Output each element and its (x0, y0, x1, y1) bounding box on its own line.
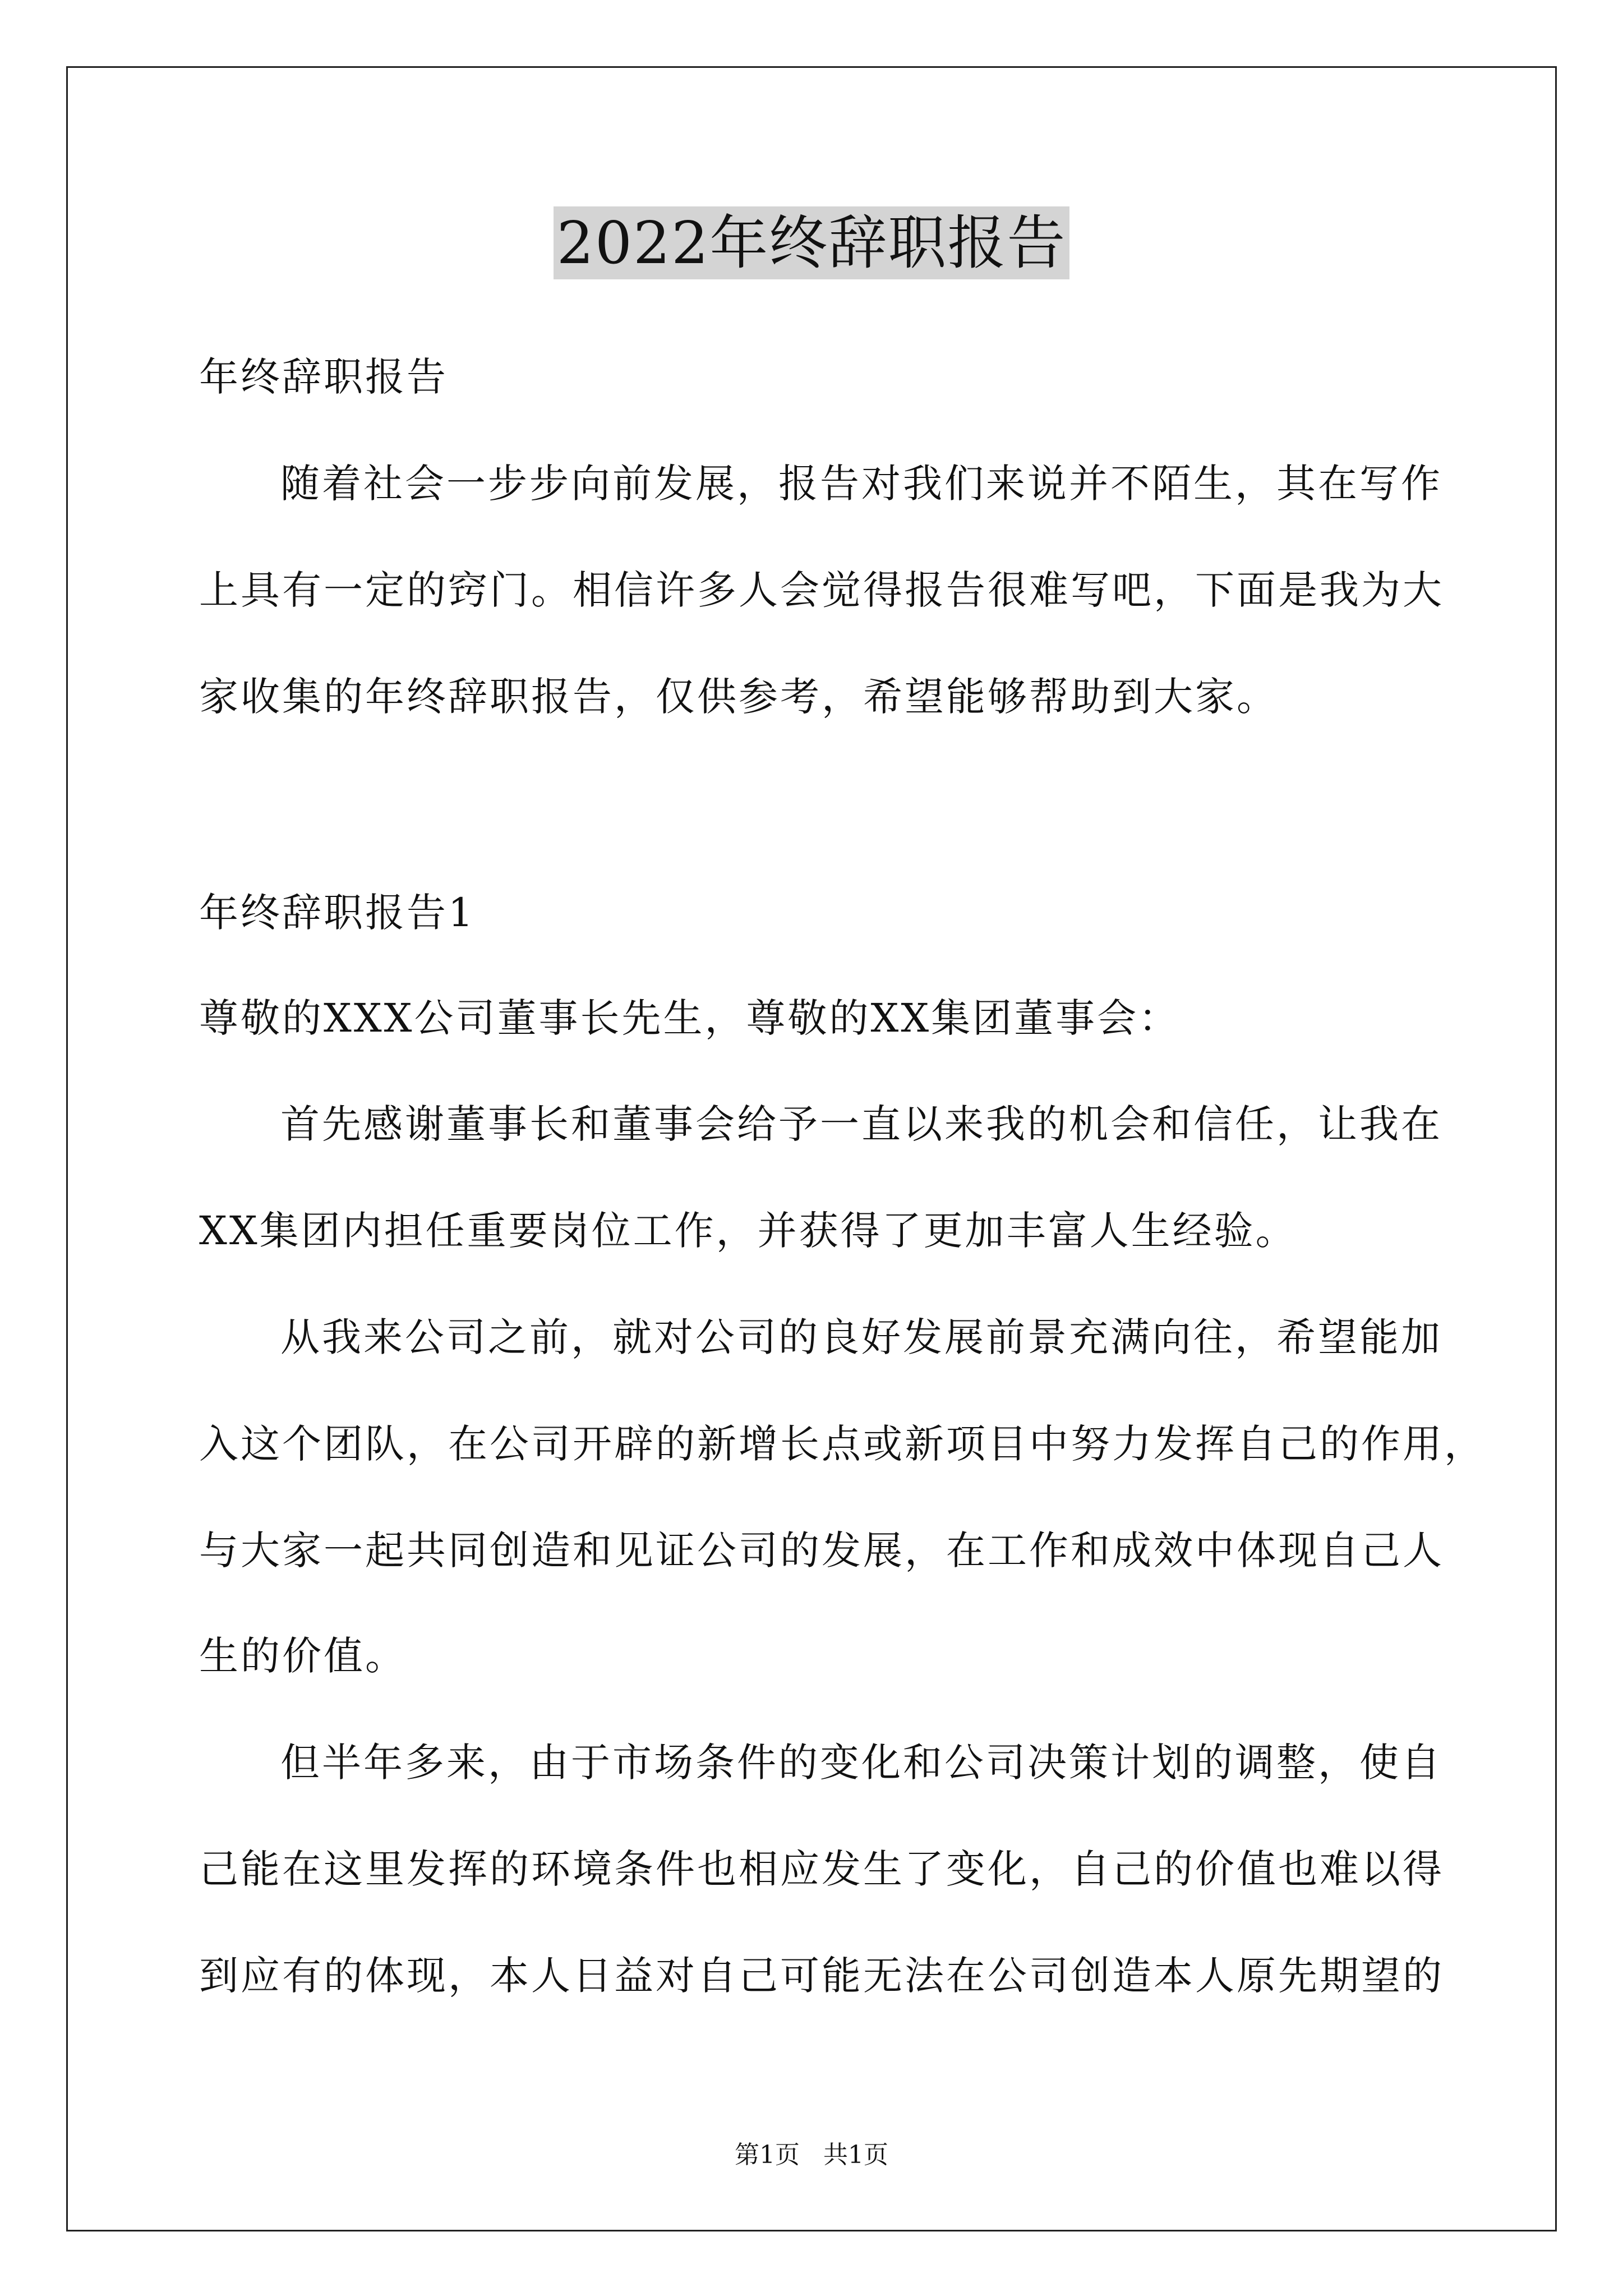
section-heading: 年终辞职报告1 (199, 890, 476, 936)
paragraph-line: 到应有的体现，本人日益对自己可能无法在公司创造本人原先期望的 (199, 1953, 1444, 1999)
paragraph-line: XX集团内担任重要岗位工作，并获得了更加丰富人生经验。 (199, 1208, 1297, 1254)
paragraph-line: 入这个团队，在公司开辟的新增长点或新项目中努力发挥自己的作用， (199, 1421, 1486, 1467)
paragraph-line: 随着社会一步步向前发展，报告对我们来说并不陌生，其在写作 (280, 461, 1442, 507)
paragraph-line: 从我来公司之前，就对公司的良好发展前景充满向往，希望能加 (280, 1314, 1442, 1360)
section-heading: 年终辞职报告 (199, 354, 448, 400)
paragraph-line: 与大家一起共同创造和见证公司的发展，在工作和成效中体现自己人 (199, 1527, 1444, 1573)
document-title: 2022年终辞职报告 (554, 206, 1070, 279)
paragraph-line: 首先感谢董事长和董事会给予一直以来我的机会和信任，让我在 (280, 1101, 1442, 1147)
page-footer: 第1页 共1页 (735, 2141, 888, 2169)
paragraph-line: 生的价值。 (199, 1633, 407, 1679)
paragraph-line: 但半年多来，由于市场条件的变化和公司决策计划的调整，使自 (280, 1740, 1442, 1786)
paragraph-line: 己能在这里发挥的环境条件也相应发生了变化，自己的价值也难以得 (199, 1846, 1444, 1892)
title-container (0, 206, 1623, 279)
paragraph-line: 上具有一定的窍门。相信许多人会觉得报告很难写吧，下面是我为大 (199, 567, 1444, 613)
paragraph-line: 家收集的年终辞职报告，仅供参考，希望能够帮助到大家。 (199, 674, 1278, 720)
salutation-line: 尊敬的XXX公司董事长先生，尊敬的XX集团董事会： (199, 995, 1181, 1041)
